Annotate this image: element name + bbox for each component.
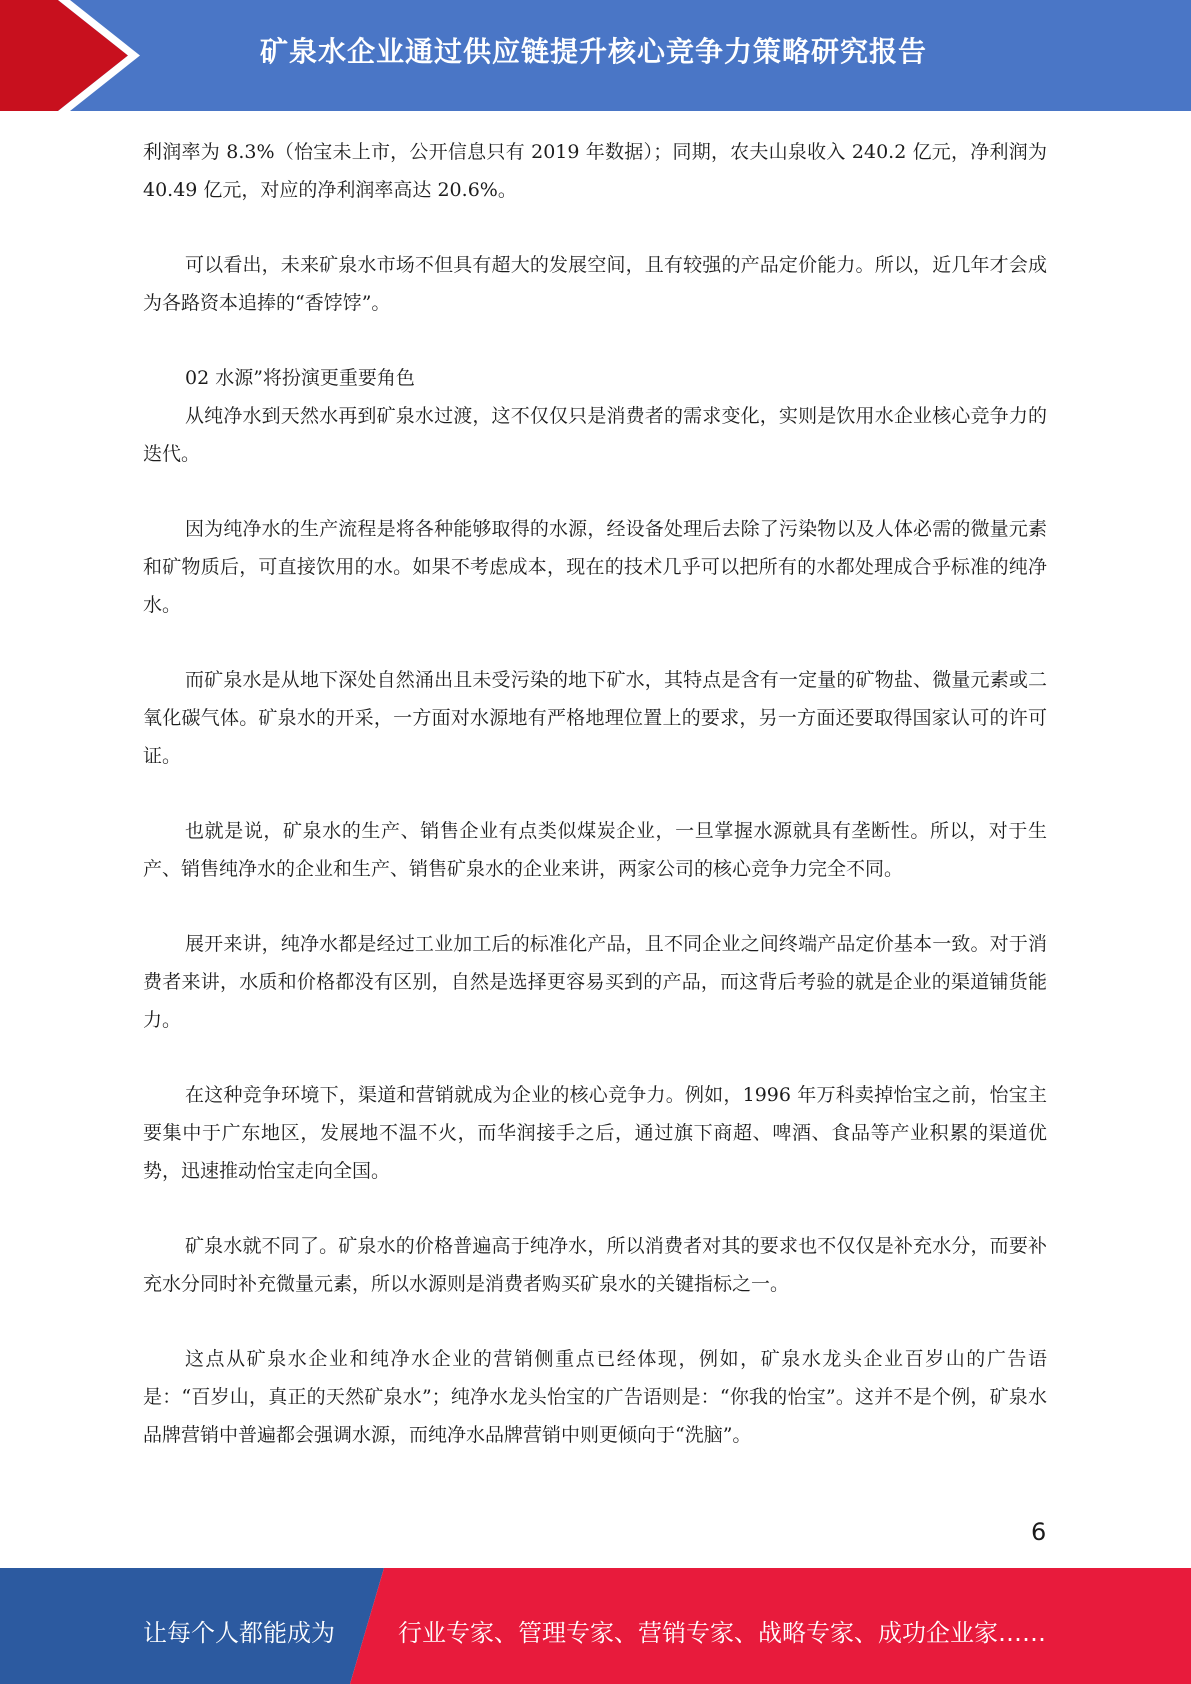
paragraph: 因为纯净水的生产流程是将各种能够取得的水源，经设备处理后去除了污染物以及人体必需的微量元素和矿物质后，可直接饮用的水。如果不考虑成本，现在的技术几乎可以把所有的水都处理成合乎标准的纯净水。 [143,518,1047,616]
paragraph: 利润率为 8.3%（怡宝未上市，公开信息只有 2019 年数据）；同期，农夫山泉收入 240.2 亿元，净利润为 40.49 亿元，对应的净利润率高达 20.6%。 [143,141,1047,201]
section-heading: 02 水源”将扮演更重要角色 [185,367,415,389]
paragraph: 这点从矿泉水企业和纯净水企业的营销侧重点已经体现，例如，矿泉水龙头企业百岁山的广告语是：“百岁山，真正的天然矿泉水”；纯净水龙头怡宝的广告语则是：“你我的怡宝”。这并不是个例，矿泉水品牌营销中普遍都会强调水源，而纯净水品牌营销中则更倾向于“洗脑”。 [143,1348,1047,1446]
paragraph: 矿泉水就不同了。矿泉水的价格普遍高于纯净水，所以消费者对其的要求也不仅仅是补充水分，而要补充水分同时补充微量元素，所以水源则是消费者购买矿泉水的关键指标之一。 [143,1235,1047,1295]
paragraph: 可以看出，未来矿泉水市场不但具有超大的发展空间，且有较强的产品定价能力。所以，近几年才会成为各路资本追捧的“香饽饽”。 [143,254,1047,314]
paragraph: 也就是说，矿泉水的生产、销售企业有点类似煤炭企业，一旦掌握水源就具有垄断性。所以，对于生产、销售纯净水的企业和生产、销售矿泉水的企业来讲，两家公司的核心竞争力完全不同。 [143,820,1047,880]
paragraph: 在这种竞争环境下，渠道和营销就成为企业的核心竞争力。例如，1996 年万科卖掉怡宝之前，怡宝主要集中于广东地区，发展地不温不火，而华润接手之后，通过旗下商超、啤酒、食品等产业积累的渠道优势，迅速推动怡宝走向全国。 [143,1084,1047,1182]
footer-slogan-right: 行业专家、管理专家、营销专家、战略专家、成功企业家…… [398,1619,1046,1647]
page-footer [0,1568,1191,1684]
page-number: 6 [1031,1518,1047,1546]
page-body [143,133,1047,1454]
paragraph: 从纯净水到天然水再到矿泉水过渡，这不仅仅只是消费者的需求变化，实则是饮用水企业核心竞争力的迭代。 [143,405,1047,465]
header-arrow-icon [0,0,160,111]
page-header [0,0,1191,111]
paragraph: 展开来讲，纯净水都是经过工业加工后的标准化产品，且不同企业之间终端产品定价基本一致。对于消费者来讲，水质和价格都没有区别，自然是选择更容易买到的产品，而这背后考验的就是企业的渠道铺货能力。 [143,933,1047,1031]
report-title: 矿泉水企业通过供应链提升核心竞争力策略研究报告 [260,35,928,68]
footer-slogan-left: 让每个人都能成为 [143,1619,335,1647]
paragraph: 而矿泉水是从地下深处自然涌出且未受污染的地下矿水，其特点是含有一定量的矿物盐、微量元素或二氧化碳气体。矿泉水的开采，一方面对水源地有严格地理位置上的要求，另一方面还要取得国家认可的许可证。 [143,669,1047,767]
